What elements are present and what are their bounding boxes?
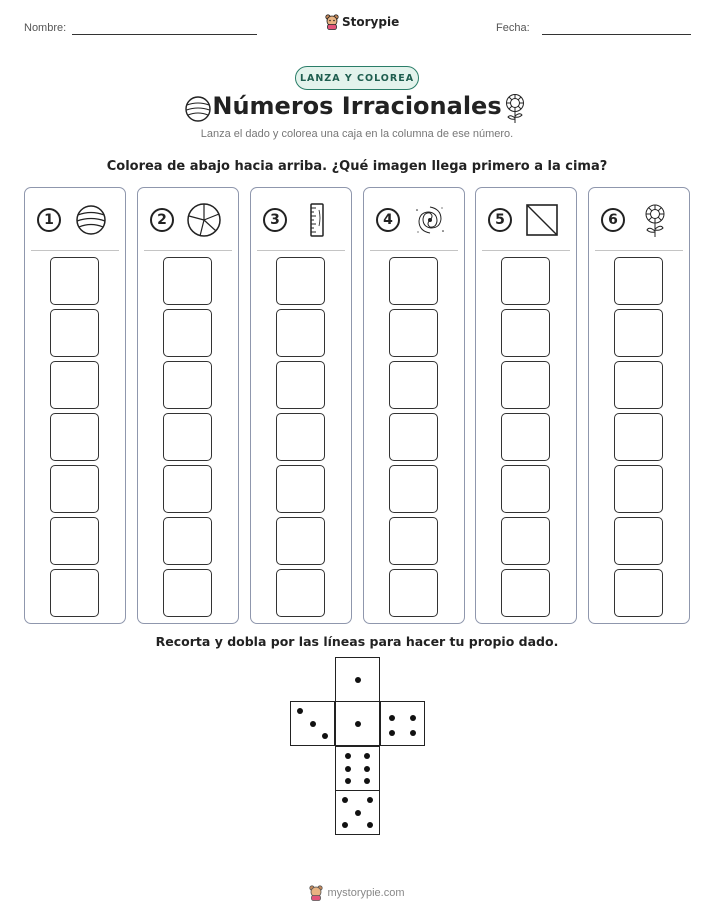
color-box[interactable] [389,569,438,617]
die-pip [355,721,361,727]
color-box[interactable] [501,361,550,409]
date-label: Fecha: [496,22,530,34]
column-divider [370,250,458,251]
die-face-4 [380,701,425,746]
color-box[interactable] [50,413,99,461]
color-box[interactable] [163,517,212,565]
color-box[interactable] [389,413,438,461]
color-box[interactable] [614,257,663,305]
color-box[interactable] [501,517,550,565]
die-pip [364,778,370,784]
color-box[interactable] [389,361,438,409]
column-divider [595,250,683,251]
column-divider [257,250,345,251]
color-box[interactable] [276,517,325,565]
brand-name: Storypie [342,15,400,29]
color-box[interactable] [50,257,99,305]
die-pip [345,778,351,784]
die-pip [364,753,370,759]
color-box[interactable] [163,569,212,617]
column-number: 1 [37,208,61,232]
page-subtitle: Lanza el dado y colorea una caja en la columna de ese número. [200,128,514,140]
color-box[interactable] [389,517,438,565]
ball-icon [73,202,109,238]
name-line[interactable] [72,34,257,35]
die-pip [410,715,416,721]
date-line[interactable] [542,34,691,35]
activity-badge: LANZA Y COLOREA [295,66,419,90]
column-header [25,188,125,252]
die-face-5 [335,790,380,835]
column-4 [363,187,465,624]
die-pip [367,797,373,803]
sunflower-icon [502,92,528,124]
race-columns [24,187,690,624]
die-pip [297,708,303,714]
bear-logo-icon [325,14,339,30]
color-box[interactable] [50,309,99,357]
color-box[interactable] [50,569,99,617]
die-face-3 [290,701,335,746]
die-pip [389,730,395,736]
footer [0,885,714,901]
column-header [589,188,689,252]
color-box[interactable] [276,413,325,461]
instruction-bottom: Recorta y dobla por las líneas para hacer tu propio dado. [155,634,559,649]
bear-logo-icon [309,885,323,901]
color-box[interactable] [276,569,325,617]
color-box[interactable] [50,361,99,409]
title-row [0,92,714,126]
color-box[interactable] [501,569,550,617]
column-2 [137,187,239,624]
column-number: 3 [263,208,287,232]
die-pip [345,766,351,772]
column-header [364,188,464,252]
die-face-1 [335,657,380,702]
die-pip [342,797,348,803]
die-pip [310,721,316,727]
color-box[interactable] [276,309,325,357]
column-divider [482,250,570,251]
die-net [290,657,425,835]
galaxy-icon [412,202,448,238]
column-5 [475,187,577,624]
diagonal-square-icon [524,202,560,238]
color-box[interactable] [163,257,212,305]
brand-logo [325,14,399,30]
footer-url: mystorypie.com [327,887,405,899]
column-number: 4 [376,208,400,232]
column-header [138,188,238,252]
column-number: 5 [488,208,512,232]
color-box[interactable] [276,465,325,513]
color-box[interactable] [614,569,663,617]
color-box[interactable] [276,257,325,305]
die-pip [367,822,373,828]
column-1 [24,187,126,624]
column-divider [144,250,232,251]
die-pip [364,766,370,772]
instruction-top: Colorea de abajo hacia arriba. ¿Qué imagen llega primero a la cima? [106,159,608,174]
color-box[interactable] [501,465,550,513]
color-box[interactable] [163,309,212,357]
page-title: Números Irracionales [212,92,502,120]
color-box[interactable] [614,413,663,461]
column-header [476,188,576,252]
die-pip [355,677,361,683]
pie-chart-icon [186,202,222,238]
color-box[interactable] [389,309,438,357]
color-box[interactable] [614,465,663,513]
column-number: 6 [601,208,625,232]
die-pip [410,730,416,736]
die-face-6 [335,746,380,791]
die-face-1 [335,701,380,746]
color-box[interactable] [276,361,325,409]
color-box[interactable] [163,465,212,513]
color-box[interactable] [389,465,438,513]
color-box[interactable] [389,257,438,305]
die-pip [389,715,395,721]
color-box[interactable] [614,309,663,357]
die-pip [355,810,361,816]
sunflower-icon [637,202,673,238]
column-6 [588,187,690,624]
color-box[interactable] [50,517,99,565]
color-box[interactable] [614,517,663,565]
header [0,14,714,44]
column-3 [250,187,352,624]
color-box[interactable] [501,413,550,461]
color-box[interactable] [501,309,550,357]
color-box[interactable] [501,257,550,305]
ruler-icon [299,202,335,238]
column-number: 2 [150,208,174,232]
die-pip [342,822,348,828]
die-pip [345,753,351,759]
color-box[interactable] [614,361,663,409]
name-label: Nombre: [24,22,67,34]
color-box[interactable] [163,413,212,461]
color-box[interactable] [163,361,212,409]
column-header [251,188,351,252]
die-pip [322,733,328,739]
color-box[interactable] [50,465,99,513]
column-divider [31,250,119,251]
